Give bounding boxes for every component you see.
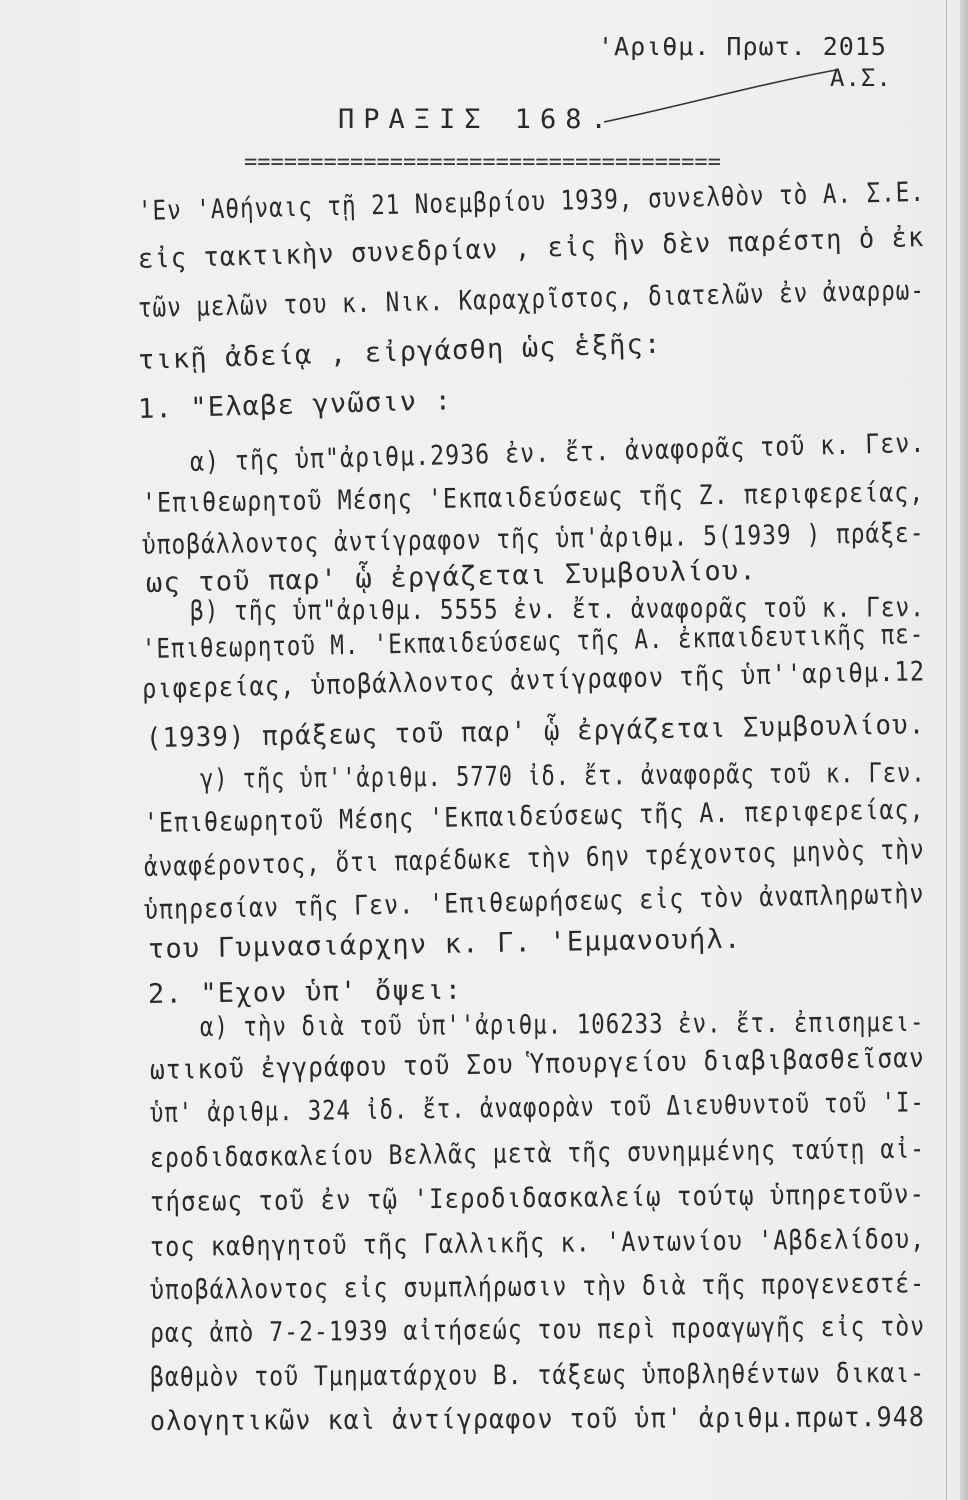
- text-line: γ) τῆς ὑπ''ἀριθμ. 5770 ἰδ. ἔτ. ἀναφορᾶς τοῦ κ. Γεν.: [199, 757, 926, 795]
- text-line: ὑποβάλλοντος ἀντίγραφον τῆς ὑπ'ἀριθμ. 5(1939 ) πράξε-: [141, 517, 925, 561]
- text-line: 'Επιθεωρητοῦ Μ. 'Εκπαιδεύσεως τῆς Α. ἐκπαιδευτικῆς πε-: [141, 618, 925, 665]
- text-line: 'Επιθεωρητοῦ Μέσης 'Εκπαιδεύσεως τῆς Ζ. περιφερείας,: [141, 477, 925, 519]
- text-line: ριφερείας, ὑποβάλλοντος ἀντίγραφον τῆς ὑπ''αριθμ.12: [141, 656, 926, 705]
- underline-stroke: [600, 58, 840, 128]
- text-line: 'Επιθεωρητοῦ Μέσης 'Εκπαιδεύσεως τῆς Α. περιφερείας,: [143, 794, 925, 839]
- page-edge-shadow: [946, 0, 947, 1500]
- text-line: τος καθηγητοῦ τῆς Γαλλικῆς κ. 'Αντωνίου 'Αβδελίδου,: [149, 1223, 926, 1263]
- page-title: ΠΡΑΞΙΣ 168.: [338, 104, 616, 135]
- signature-initials: Α.Σ.: [830, 64, 892, 92]
- text-line: ὑπηρεσίαν τῆς Γεν. 'Επιθεωρήσεως εἰς τὸν ἀναπληρωτὴν: [143, 878, 925, 926]
- text-line: ρας ἀπὸ 7-2-1939 αἰτήσεώς του περὶ προαγωγῆς εἰς τὸν: [149, 1311, 926, 1349]
- title-rule: ====================================: [244, 150, 721, 175]
- text-line: 'Εν 'Αθήναις τῇ 21 Νοεμβρίου 1939, συνελθὸν τὸ Α. Σ.Ε.: [137, 176, 926, 227]
- text-line: του Γυμνασιάρχην κ. Γ. 'Εμμανουήλ.: [147, 923, 742, 965]
- text-line: ὑποβάλλοντος εἰς συμπλήρωσιν τὴν διὰ τῆς προγενεστέ-: [149, 1268, 926, 1306]
- text-line: ολογητικῶν καὶ ἀντίγραφον τοῦ ὑπ' ἀριθμ.πρωτ.948: [149, 1401, 926, 1437]
- protocol-number: 'Αριθμ. Πρωτ. 2015: [598, 32, 887, 61]
- text-line: 2. "Εχον ὑπ' ὄψει:: [147, 974, 463, 1010]
- text-line: εἰς τακτικὴν συνεδρίαν , εἰς ἣν δὲν παρέστη ὁ ἐκ: [137, 222, 925, 275]
- text-line: ἀναφέροντος, ὅτι παρέδωκε τὴν 6ην τρέχοντος μηνὸς τὴν: [143, 834, 925, 883]
- text-line: ωτικοῦ ἐγγράφου τοῦ Σου Ὑπουργείου διαβιβασθεῖσαν: [149, 1042, 926, 1086]
- text-line: ως τοῦ παρ' ᾧ ἐργάζεται Συμβουλίου.: [145, 555, 758, 599]
- text-line: εροδιδασκαλείου Βελλᾶς μετὰ τῆς συνημμένης ταύτῃ αἰ-: [149, 1133, 926, 1174]
- text-line: 1. "Ελαβε γνῶσιν :: [137, 385, 453, 425]
- text-line: τικῇ ἀδείᾳ , εἰργάσθη ὡς ἑξῆς:: [137, 328, 662, 376]
- text-line: β) τῆς ὑπ"ἀριθμ. 5555 ἐν. ἔτ. ἀναφορᾶς τοῦ κ. Γεν.: [189, 592, 925, 627]
- text-line: βαθμὸν τοῦ Τμηματάρχου Β. τάξεως ὑποβληθέντων δικαι-: [149, 1357, 926, 1393]
- text-line: α) τῆς ὑπ"ἀριθμ.2936 ἐν. ἔτ. ἀναφορᾶς τοῦ κ. Γεν.: [189, 427, 926, 478]
- text-line: α) τὴν διὰ τοῦ ὑπ''ἀριθμ. 106233 ἐν. ἔτ. ἐπισημει-: [199, 1006, 925, 1043]
- text-line: τήσεως τοῦ ἐν τῷ 'Ιεροδιδασκαλείῳ τούτῳ ὑπηρετοῦν-: [149, 1178, 926, 1218]
- page-edge: [960, 0, 968, 1500]
- text-line: τῶν μελῶν του κ. Νικ. Καραχρῖστος, διατελῶν ἐν ἀναρρω-: [137, 275, 926, 324]
- text-line: ὑπ' ἀριθμ. 324 ἰδ. ἔτ. ἀναφορὰν τοῦ Διευθυντοῦ τοῦ 'Ι-: [149, 1087, 925, 1129]
- text-line: (1939) πράξεως τοῦ παρ' ᾧ ἐργάζεται Συμβουλίου.: [145, 709, 926, 754]
